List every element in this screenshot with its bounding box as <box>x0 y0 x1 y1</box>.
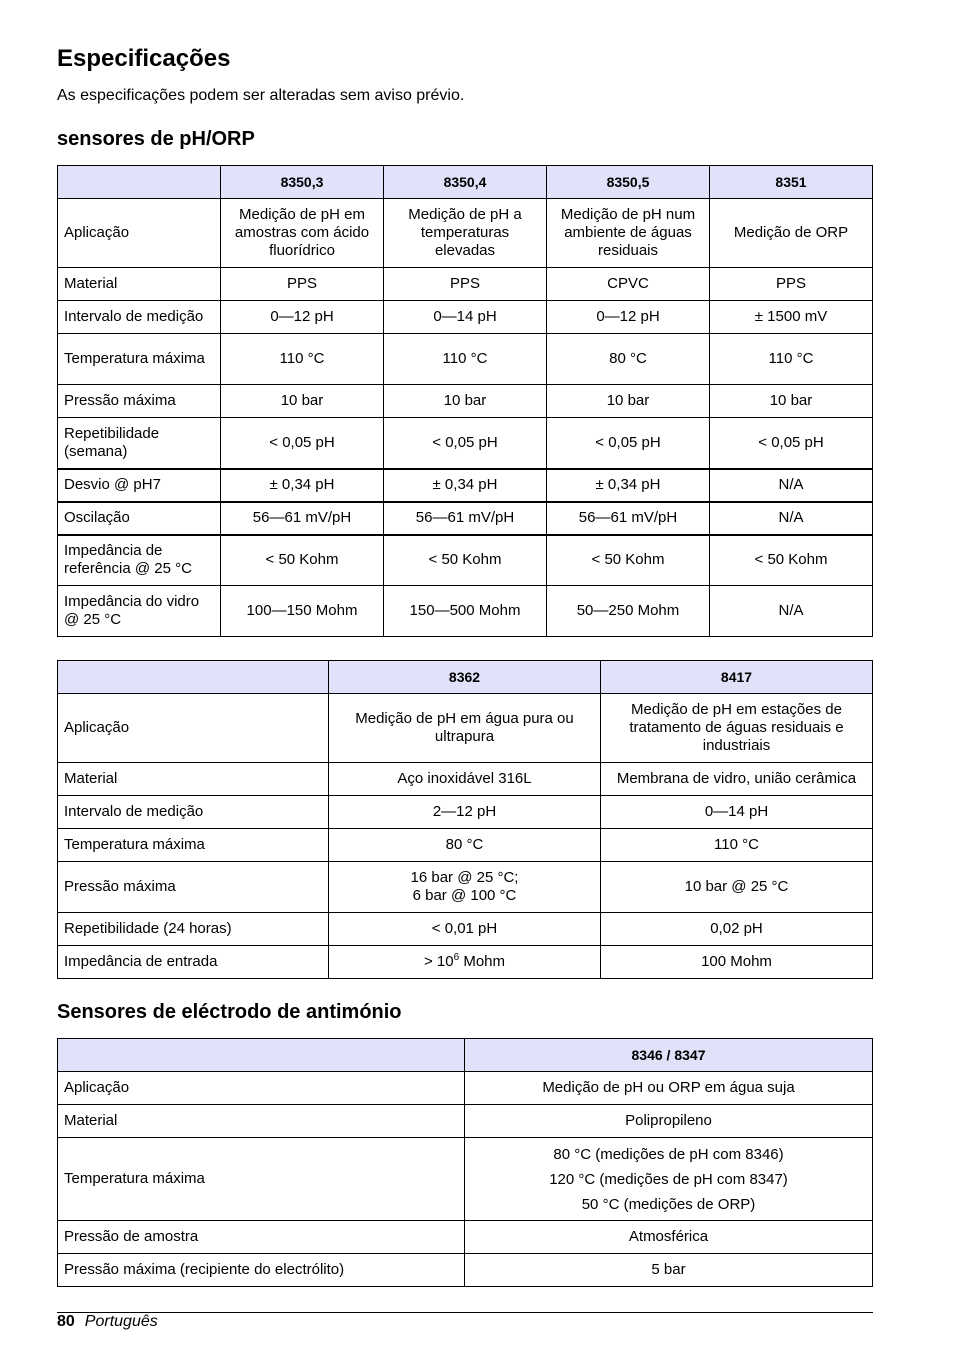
table-cell: N/A <box>710 469 873 502</box>
row-label: Repetibilidade (semana) <box>58 418 221 469</box>
table-cell: Polipropileno <box>465 1105 873 1138</box>
table-cell <box>465 1138 873 1221</box>
table-cell: 56—61 mV/pH <box>221 502 384 535</box>
table-cell: 56—61 mV/pH <box>384 502 547 535</box>
impedance-base: > 10 <box>423 953 454 970</box>
row-label: Impedância de entrada <box>58 946 329 979</box>
table-header-row <box>58 661 873 694</box>
table-cell: 110 °C <box>601 829 873 862</box>
intro-text: As especificações podem ser alteradas sem aviso prévio. <box>57 87 465 104</box>
row-label: Material <box>58 763 329 796</box>
page-title: Especificações <box>57 45 231 72</box>
table-cell: Atmosférica <box>465 1221 873 1254</box>
pressure-line-2: 6 bar @ 100 °C <box>412 887 517 904</box>
table-cell: < 50 Kohm <box>221 535 384 586</box>
table-cell: < 50 Kohm <box>384 535 547 586</box>
header-cell: 8362 <box>329 661 601 694</box>
row-label: Pressão máxima <box>58 385 221 418</box>
row-label: Temperatura máxima <box>58 1138 465 1221</box>
page-footer <box>57 1312 158 1332</box>
section-heading-ph-orp: sensores de pH/ORP <box>57 128 255 150</box>
table-cell: 10 bar <box>547 385 710 418</box>
table-cell: ± 0,34 pH <box>547 469 710 502</box>
temp-line-3: 50 °C (medições de ORP) <box>581 1195 756 1213</box>
table-cell: PPS <box>384 268 547 301</box>
footer-divider <box>57 1312 873 1313</box>
row-label: Pressão de amostra <box>58 1221 465 1254</box>
row-label: Aplicação <box>58 1072 465 1105</box>
table-row <box>58 385 873 418</box>
table-row <box>58 268 873 301</box>
row-label: Impedância do vidro @ 25 °C <box>58 586 221 637</box>
row-label: Aplicação <box>58 199 221 268</box>
table-cell: < 50 Kohm <box>710 535 873 586</box>
row-label: Intervalo de medição <box>58 796 329 829</box>
table-cell: Aço inoxidável 316L <box>329 763 601 796</box>
table-row <box>58 1254 873 1287</box>
row-label: Oscilação <box>58 502 221 535</box>
table-row <box>58 913 873 946</box>
table-row <box>58 1221 873 1254</box>
table-cell: PPS <box>710 268 873 301</box>
table-cell: 100 Mohm <box>601 946 873 979</box>
table-cell: 80 °C <box>329 829 601 862</box>
table-cell: Medição de pH a temperaturas elevadas <box>384 199 547 268</box>
row-label: Impedância de referência @ 25 °C <box>58 535 221 586</box>
table-cell: 10 bar @ 25 °C <box>601 862 873 913</box>
table-row <box>58 796 873 829</box>
table-cell: N/A <box>710 586 873 637</box>
table-cell: 110 °C <box>221 334 384 385</box>
header-cell <box>58 1039 465 1072</box>
table-cell: Medição de pH em água pura ou ultrapura <box>329 694 601 763</box>
ph-orp-spec-table-1 <box>57 165 873 637</box>
table-row <box>58 763 873 796</box>
header-cell: 8351 <box>710 166 873 199</box>
header-cell: 8350,4 <box>384 166 547 199</box>
table-cell: 10 bar <box>221 385 384 418</box>
row-label: Material <box>58 1105 465 1138</box>
table-row <box>58 334 873 385</box>
table-cell: Medição de pH em estações de tratamento de águas residuais e industriais <box>601 694 873 763</box>
table-cell: N/A <box>710 502 873 535</box>
row-label: Pressão máxima (recipiente do electrólito) <box>58 1254 465 1287</box>
table-row <box>58 586 873 637</box>
table-cell: Medição de pH ou ORP em água suja <box>465 1072 873 1105</box>
section-heading-antimony: Sensores de eléctrodo de antimónio <box>57 1001 402 1023</box>
table-cell: 110 °C <box>384 334 547 385</box>
row-label: Material <box>58 268 221 301</box>
table-row <box>58 1138 873 1221</box>
table-row <box>58 502 873 535</box>
table-header-row <box>58 166 873 199</box>
row-label: Repetibilidade (24 horas) <box>58 913 329 946</box>
table-cell: Medição de pH em amostras com ácido fluorídrico <box>221 199 384 268</box>
table-cell <box>329 862 601 913</box>
table-row <box>58 946 873 979</box>
table-cell: PPS <box>221 268 384 301</box>
impedance-unit: Mohm <box>459 953 506 970</box>
table-cell: Medição de ORP <box>710 199 873 268</box>
table-row <box>58 862 873 913</box>
table-cell: < 0,05 pH <box>221 418 384 469</box>
row-label: Intervalo de medição <box>58 301 221 334</box>
table-cell: 150—500 Mohm <box>384 586 547 637</box>
footer-language: Português <box>84 1313 158 1330</box>
antimony-spec-table <box>57 1038 873 1287</box>
table-cell: 2—12 pH <box>329 796 601 829</box>
row-label: Temperatura máxima <box>58 829 329 862</box>
row-label: Temperatura máxima <box>58 334 221 385</box>
table-cell: 100—150 Mohm <box>221 586 384 637</box>
table-cell: 110 °C <box>710 334 873 385</box>
table-cell: < 50 Kohm <box>547 535 710 586</box>
table-cell: 0—14 pH <box>601 796 873 829</box>
header-cell <box>58 166 221 199</box>
table-row <box>58 418 873 469</box>
page-number: 80 <box>57 1313 75 1330</box>
table-cell <box>329 946 601 979</box>
ph-orp-spec-table-2 <box>57 660 873 979</box>
table-row <box>58 535 873 586</box>
table-cell: 80 °C <box>547 334 710 385</box>
table-row <box>58 1072 873 1105</box>
table-row <box>58 1105 873 1138</box>
header-cell: 8346 / 8347 <box>465 1039 873 1072</box>
table-cell: < 0,05 pH <box>710 418 873 469</box>
table-header-row <box>58 1039 873 1072</box>
table-cell: 0—14 pH <box>384 301 547 334</box>
table-cell: ± 0,34 pH <box>384 469 547 502</box>
table-cell: 0—12 pH <box>221 301 384 334</box>
pressure-line-1: 16 bar @ 25 °C; <box>410 869 519 886</box>
table-cell: Membrana de vidro, união cerâmica <box>601 763 873 796</box>
table-cell: ± 0,34 pH <box>221 469 384 502</box>
table-cell: 0—12 pH <box>547 301 710 334</box>
table-cell: 50—250 Mohm <box>547 586 710 637</box>
header-cell: 8350,5 <box>547 166 710 199</box>
impedance-exponent: 6 <box>453 952 460 963</box>
table-cell: ± 1500 mV <box>710 301 873 334</box>
row-label: Aplicação <box>58 694 329 763</box>
table-row <box>58 694 873 763</box>
table-cell: 0,02 pH <box>601 913 873 946</box>
table-cell: < 0,05 pH <box>384 418 547 469</box>
table-cell: 10 bar <box>384 385 547 418</box>
header-cell <box>58 661 329 694</box>
row-label: Pressão máxima <box>58 862 329 913</box>
table-cell: CPVC <box>547 268 710 301</box>
table-cell: Medição de pH num ambiente de águas residuais <box>547 199 710 268</box>
header-cell: 8350,3 <box>221 166 384 199</box>
table-cell: 56—61 mV/pH <box>547 502 710 535</box>
header-cell: 8417 <box>601 661 873 694</box>
table-cell: 10 bar <box>710 385 873 418</box>
table-cell: 5 bar <box>465 1254 873 1287</box>
table-cell: < 0,01 pH <box>329 913 601 946</box>
table-row <box>58 829 873 862</box>
table-row <box>58 301 873 334</box>
table-row <box>58 199 873 268</box>
temp-line-1: 80 °C (medições de pH com 8346) <box>553 1145 784 1163</box>
table-row <box>58 469 873 502</box>
row-label: Desvio @ pH7 <box>58 469 221 502</box>
temp-line-2: 120 °C (medições de pH com 8347) <box>549 1170 788 1188</box>
table-cell: < 0,05 pH <box>547 418 710 469</box>
